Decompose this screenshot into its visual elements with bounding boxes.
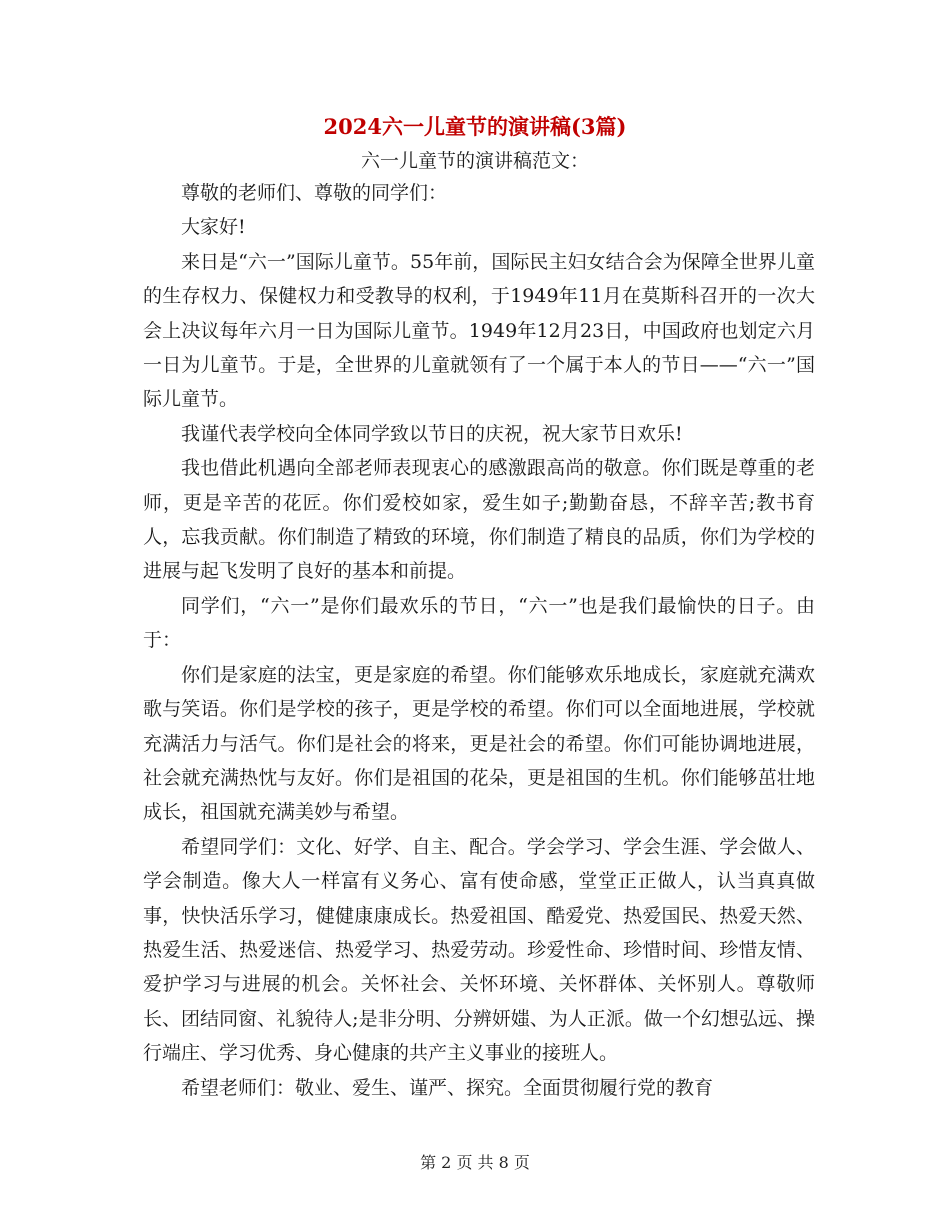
document-title: 2024六一儿童节的演讲稿(3篇) [323,114,627,139]
page-number: 第 2 页 共 8 页 [420,1153,530,1172]
paragraph-students-intro: 同学们，“六一”是你们最欢乐的节日，“六一”也是我们最愉快的日子。由于： [143,594,815,652]
paragraph-history: 来日是“六一”国际儿童节。55年前，国际民主妇女结合会为保障全世界儿童的生存权力、保健权力和受教导的权利，于1949年11月在莫斯科召开的一次大会上决议每年六月一日为国际儿童节。1949年12月23日，中国政府也划定六月一日为儿童节。于是，全世界的儿童就领有了一个属于本人的节日——“六一”国际儿童节。 [143,250,815,411]
paragraph-hello: 大家好! [181,216,246,239]
paragraph-greeting: 尊敬的老师们、尊敬的同学们： [181,182,448,204]
paragraph-teachers-wishes: 希望老师们：敬业、爱生、谨严、探究。全面贯彻履行党的教育 [181,1076,714,1099]
paragraph-congratulations: 我谨代表学校向全体同学致以节日的庆祝，祝大家节日欢乐! [181,422,683,445]
document-body [143,176,815,1105]
paragraph-hope: 你们是家庭的法宝，更是家庭的希望。你们能够欢乐地成长，家庭就充满欢歌与笑语。你们是学校的孩子，更是学校的希望。你们可以全面地进展，学校就充满活力与活气。你们是社会的将来，更是社会的希望。你们可能协调地进展，社会就充满热忱与友好。你们是祖国的花朵，更是祖国的生机。你们能够茁壮地成长，祖国就充满美妙与希望。 [143,663,815,824]
paragraph-students-wishes: 希望同学们：文化、好学、自主、配合。学会学习、学会生涯、学会做人、学会制造。像大人一样富有义务心、富有使命感，堂堂正正做人，认当真真做事，快快活乐学习，健健康康成长。热爱祖国、酷爱党、热爱国民、热爱天然、热爱生活、热爱迷信、热爱学习、热爱劳动。珍爱性命、珍惜时间、珍惜友情、爱护学习与进展的机会。关怀社会、关怀环境、关怀群体、关怀别人。尊敬师长、团结同窗、礼貌待人;是非分明、分辨妍媸、为人正派。做一个幻想弘远、操行端庄、学习优秀、身心健康的共产主义事业的接班人。 [143,835,815,1065]
document-subtitle: 六一儿童节的演讲稿范文： [360,150,589,172]
paragraph-teachers-thanks: 我也借此机遇向全部老师表现衷心的感激跟高尚的敬意。你们既是尊重的老师，更是辛苦的花匠。你们爱校如家，爱生如子;勤勤奋恳，不辞辛苦;教书育人，忘我贡献。你们制造了精致的环境，你们制造了精良的品质，你们为学校的进展与起飞发明了良好的基本和前提。 [143,457,815,583]
